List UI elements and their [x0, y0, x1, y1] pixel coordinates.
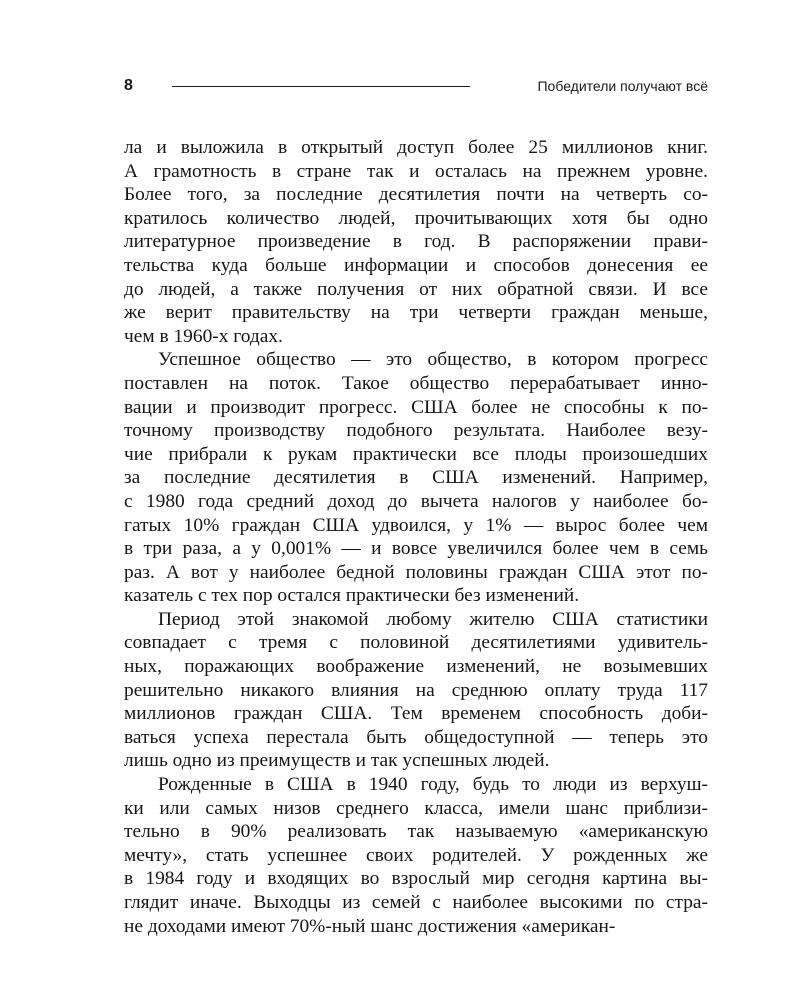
text-line: тельно в 90% реализовать так называемую «американскую — [124, 821, 708, 843]
text-line: совпадает с тремя с половиной десятилетиями удивитель- — [124, 632, 708, 654]
text-line: мечту», стать успешнее своих родителей. У рожденных же — [124, 844, 708, 866]
text-line: лишь одно из преимуществ и так успешных людей. — [124, 750, 550, 772]
text-line: А грамотность в стране так и осталась на прежнем уровне. — [124, 160, 708, 182]
text-line: ла и выложила в открытый доступ более 25 миллионов книг. — [124, 137, 708, 158]
text-line: ваться успеха перестала быть общедоступной — теперь это — [124, 726, 708, 748]
header-rule — [172, 86, 470, 87]
text-line: вации и производит прогресс. США более не способны к по- — [124, 396, 708, 418]
text-line: за последние десятилетия в США изменений. Например, — [124, 467, 708, 489]
text-line: в 1984 году и входящих во взрослый мир сегодня картина вы- — [124, 868, 708, 890]
running-title: Победители получают всё — [537, 78, 708, 94]
text-line: с 1980 года средний доход до вычета налогов у наиболее бо- — [124, 490, 708, 512]
text-line: Более того, за последние десятилетия почти на четверть со- — [124, 184, 708, 206]
running-header — [124, 74, 708, 98]
text-line: миллионов граждан США. Тем временем способность доби- — [124, 703, 708, 725]
text-line: кратилось количество людей, прочитывающих хотя бы одно — [124, 207, 708, 229]
text-line: тельства куда больше информации и способов донесения ее — [124, 254, 708, 276]
text-line: гатых 10% граждан США удвоился, у 1% — вырос более чем — [124, 514, 708, 536]
text-line: Период этой знакомой любому жителю США статистики — [158, 608, 708, 630]
text-line: Рожденные в США в 1940 году, будь то люди из верхуш- — [158, 774, 708, 796]
text-line: чие прибрали к рукам практически все плоды произошедших — [124, 443, 708, 465]
text-line: глядит иначе. Выходцы из семей с наиболее высокими по стра- — [124, 892, 708, 913]
text-line: решительно никакого влияния на среднюю оплату труда 117 — [124, 679, 708, 701]
text-line: поставлен на поток. Такое общество перерабатывает инно- — [124, 372, 708, 394]
text-line: раз. А вот у наиболее бедной половины граждан США этот по- — [124, 561, 708, 583]
text-line: ки или самых низов среднего класса, имели шанс приблизи- — [124, 797, 708, 819]
text-line: точному производству подобного результата. Наиболее везу- — [124, 420, 708, 442]
text-line: не доходами имеют 70%-ный шанс достижения «американ- — [124, 915, 616, 937]
page-number: 8 — [124, 77, 133, 94]
text-line: казатель с тех пор остался практически без изменений. — [124, 585, 580, 607]
text-line: в три раза, а у 0,001% — и вовсе увеличился более чем в семь — [124, 538, 708, 560]
text-line: чем в 1960-х годах. — [124, 325, 283, 347]
text-line: литературное произведение в год. В распоряжении прави- — [124, 231, 708, 253]
body-text — [124, 136, 708, 938]
text-line: же верит правительству на три четверти граждан меньше, — [124, 302, 708, 324]
text-line: до людей, а также получения от них обратной связи. И все — [124, 278, 708, 300]
text-line: ных, поражающих воображение изменений, не возымевших — [124, 656, 708, 678]
text-line: Успешное общество — это общество, в котором прогресс — [158, 349, 708, 371]
